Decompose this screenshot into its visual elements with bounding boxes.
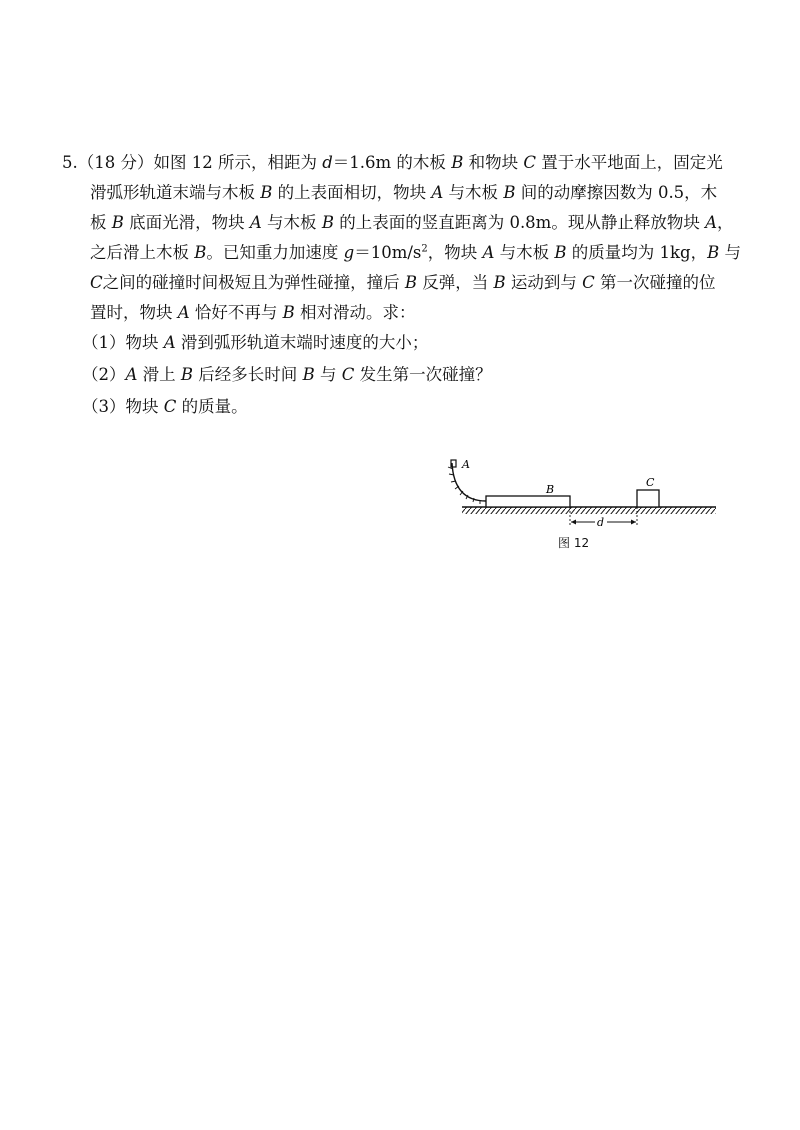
symbol-d: d — [322, 153, 333, 172]
problem-line-6 — [62, 298, 722, 328]
text: 置时，物块 — [90, 303, 178, 322]
symbol-B: B — [404, 273, 418, 292]
text: 滑到弧形轨道末端时速度的大小； — [175, 333, 429, 352]
symbol-A: A — [125, 365, 138, 384]
text: 之间的碰撞时间极短且为弹性碰撞，撞后 — [102, 273, 405, 292]
symbol-B: B — [282, 303, 295, 322]
symbol-C: C — [341, 365, 355, 384]
text: 置于水平地面上，固定光 — [535, 153, 723, 172]
question-number: （1） — [82, 333, 126, 352]
problem-line-2 — [62, 178, 722, 208]
text: 的质量均为 1kg， — [566, 243, 708, 262]
ground-hatching — [462, 507, 716, 514]
symbol-C: C — [90, 273, 103, 292]
symbol-B: B — [493, 273, 506, 292]
text: 物块 — [125, 397, 164, 416]
text: ＝10m/s — [354, 243, 422, 262]
symbol-C: C — [163, 397, 177, 416]
question-2 — [62, 360, 722, 392]
symbol-A: A — [431, 183, 444, 202]
text: 的上表面的竖直距离为 0.8m。现从静止释放物块 — [333, 213, 706, 232]
label-A: A — [462, 458, 470, 471]
dimension-arrow-left — [571, 520, 576, 525]
question-number: （3） — [82, 397, 126, 416]
symbol-B: B — [707, 243, 720, 262]
symbol-B: B — [180, 365, 194, 384]
symbol-B: B — [503, 183, 516, 202]
question-3 — [62, 392, 722, 424]
text: 相对滑动。求： — [294, 303, 416, 322]
text: 底面光滑，物块 — [123, 213, 250, 232]
symbol-B: B — [194, 243, 207, 262]
symbol-B: B — [451, 153, 464, 172]
problem-line-5 — [62, 268, 722, 298]
text: 第一次碰撞的位 — [594, 273, 716, 292]
symbol-C: C — [582, 273, 595, 292]
board-B — [486, 496, 570, 507]
text: 与木板 — [261, 213, 322, 232]
symbol-B: B — [260, 183, 273, 202]
symbol-B: B — [554, 243, 567, 262]
text: 的上表面相切，物块 — [272, 183, 432, 202]
symbol-A: A — [482, 243, 495, 262]
problem-line-1 — [62, 148, 722, 178]
label-C: C — [646, 476, 655, 489]
text: 板 — [90, 213, 112, 232]
text: 和物块 — [463, 153, 524, 172]
question-number: （2） — [82, 365, 126, 384]
symbol-C: C — [523, 153, 536, 172]
figure-caption: 图 12 — [558, 536, 590, 550]
block-C — [637, 490, 659, 507]
text: 物块 — [125, 333, 164, 352]
symbol-A: A — [705, 213, 717, 232]
text: 间的动摩擦因数为 0.5，木 — [515, 183, 718, 202]
text: ，物块 — [427, 243, 483, 262]
symbol-A: A — [177, 303, 190, 322]
text: 恰好不再与 — [189, 303, 283, 322]
problem-line-4 — [62, 238, 742, 268]
problem-score: （18 分） — [77, 153, 154, 172]
problem-number: 5. — [62, 153, 78, 172]
text: 与 — [314, 365, 342, 384]
text: 如图 12 所示，相距为 — [153, 153, 323, 172]
text: ＝1.6m 的木板 — [332, 153, 452, 172]
label-d: d — [597, 516, 605, 529]
text: 。已知重力加速度 — [206, 243, 344, 262]
symbol-B: B — [302, 365, 315, 384]
text: 滑弧形轨道末端与木板 — [90, 183, 261, 202]
text: 与 — [719, 243, 742, 262]
superscript: 2 — [421, 243, 428, 255]
problem-line-3 — [62, 208, 734, 238]
text: 滑上 — [137, 365, 181, 384]
text: ， — [717, 213, 734, 232]
question-1 — [62, 328, 722, 360]
symbol-g: g — [343, 243, 355, 262]
symbol-A: A — [249, 213, 262, 232]
symbol-B: B — [111, 213, 124, 232]
label-B: B — [546, 483, 555, 496]
problem-5 — [62, 148, 742, 424]
symbol-A: A — [163, 333, 176, 352]
text: 与木板 — [494, 243, 555, 262]
text: 运动到与 — [505, 273, 583, 292]
text: 之后滑上木板 — [90, 243, 195, 262]
text: 后经多长时间 — [193, 365, 303, 384]
text: 发生第一次碰撞？ — [354, 365, 492, 384]
symbol-B: B — [321, 213, 334, 232]
text: 与木板 — [443, 183, 504, 202]
text: 反弹，当 — [417, 273, 494, 292]
dimension-arrow-right — [631, 520, 636, 525]
text: 的质量。 — [176, 397, 248, 416]
